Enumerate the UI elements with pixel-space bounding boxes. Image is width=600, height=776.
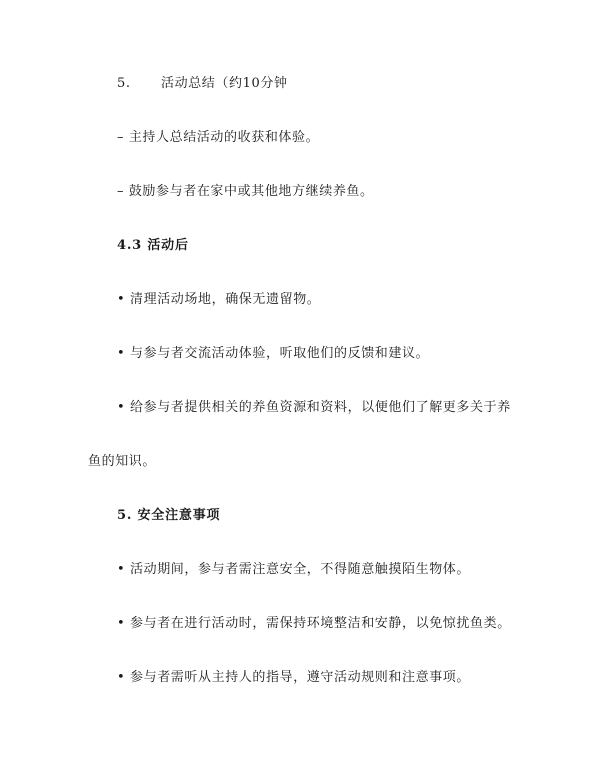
step-5-title (117, 75, 288, 93)
section-heading-5: 5. 安全注意事项 (117, 508, 221, 523)
step-number: 5. (117, 76, 131, 91)
list-item: • 参与者在进行活动时，需保持环境整洁和安静，以免惊扰鱼类。 (117, 616, 511, 631)
section-heading-4-3: 4.3 活动后 (117, 238, 189, 253)
list-item: • 给参与者提供相关的养鱼资源和资料，以便他们了解更多关于养 (117, 400, 511, 415)
list-item: • 活动期间，参与者需注意安全，不得随意触摸陌生物体。 (117, 562, 471, 577)
step-title: 活动总结（约10分钟 (161, 76, 288, 91)
summary-item: – 鼓励参与者在家中或其他地方继续养鱼。 (117, 184, 374, 199)
list-item: • 清理活动场地，确保无遗留物。 (117, 292, 321, 307)
list-item: • 参与者需听从主持人的指导，遵守活动规则和注意事项。 (117, 670, 471, 685)
summary-item: – 主持人总结活动的收获和体验。 (117, 130, 320, 145)
list-item-continuation: 鱼的知识。 (88, 454, 157, 469)
list-item: • 与参与者交流活动体验，听取他们的反馈和建议。 (117, 346, 430, 361)
